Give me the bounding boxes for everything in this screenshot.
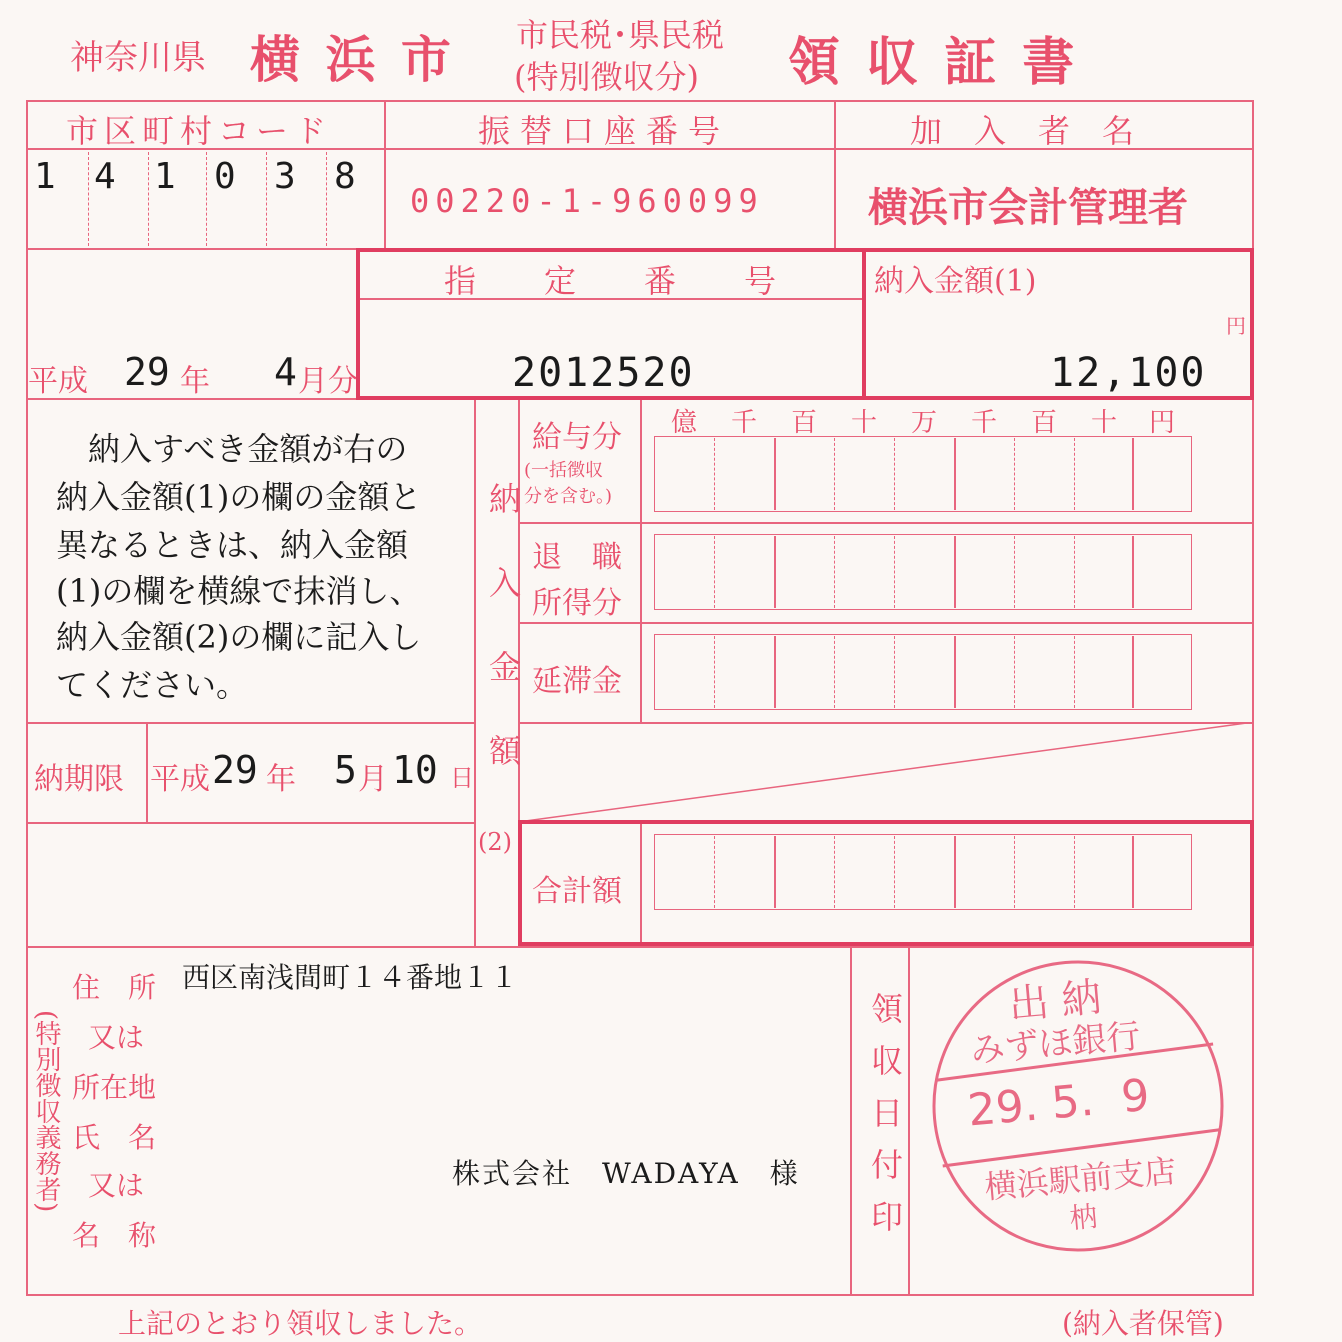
deadline-month: 5 [334, 748, 357, 792]
instruction-line: 納入金額(1)の欄の金額と [56, 478, 422, 516]
deadline-era: 平成 [150, 762, 210, 797]
muni-code-label: 市区町村コード [66, 112, 333, 150]
muni-code-digit: 8 [334, 156, 356, 197]
retirement-amount-field[interactable] [654, 534, 1192, 610]
subscriber-label: 加 入 者 名 [910, 112, 1135, 150]
salary-row-sublabel: (一括徴収 分を含む。) [524, 460, 613, 507]
payer-address: 西区南浅間町１４番地１１ [182, 961, 519, 994]
designated-number-label: 指 定 番 号 [444, 262, 795, 300]
digit-header: 万 [910, 408, 937, 438]
deadline-year: 29 [212, 748, 258, 792]
instruction-line: 納入すべき金額が右の [56, 430, 408, 468]
instruction-line: てください。 [56, 666, 249, 704]
muni-code-digit: 0 [214, 156, 236, 197]
total-label: 合計額 [532, 874, 622, 909]
subscriber-name: 横浜市会計管理者 [868, 184, 1188, 231]
period-month: 4 [274, 350, 297, 394]
digit-header: 十 [1090, 408, 1117, 438]
deadline-year-unit: 年 [266, 762, 296, 797]
digit-header: 千 [730, 408, 757, 438]
address-label-or: 又は [88, 1021, 145, 1054]
document-title: 領 収 証 書 [788, 32, 1079, 93]
instruction-line: 異なるときは、納入金額 [56, 526, 409, 564]
bank-receipt-stamp [918, 946, 1239, 1267]
period-month-unit: 月分 [298, 364, 358, 399]
digit-header: 円 [1148, 408, 1175, 438]
period-year-unit: 年 [180, 364, 210, 399]
name-label-title: 名 称 [72, 1219, 157, 1252]
transfer-account-number: 00220-1-960099 [410, 182, 764, 220]
name-label-or: 又は [88, 1169, 145, 1202]
payer-copy-note: (納入者保管) [1062, 1307, 1224, 1340]
late-fee-amount-field[interactable] [654, 634, 1192, 710]
stamp-branch: 横浜駅前支店 [983, 1151, 1178, 1207]
digit-header: 百 [790, 408, 817, 438]
instruction-line: 納入金額(2)の欄に記入し [56, 618, 422, 656]
muni-code-digit: 1 [34, 156, 56, 197]
salary-amount-field[interactable] [654, 436, 1192, 512]
transfer-account-label: 振替口座番号 [478, 112, 731, 150]
tax-type-line1: 市民税･県民税 [516, 16, 725, 54]
digit-header: 百 [1030, 408, 1057, 438]
payer-name: 株式会社 WADAYA 様 [452, 1157, 800, 1190]
period-year: 29 [124, 350, 170, 394]
payment-amount-2-side-label: 納入金額 [484, 482, 522, 818]
address-label-location: 所在地 [72, 1071, 157, 1104]
total-amount-box [518, 820, 1254, 946]
stamp-mark: 枘 [1068, 1199, 1100, 1236]
late-fee-row-label: 延滞金 [532, 664, 622, 699]
muni-code-digit: 3 [274, 156, 296, 197]
digit-header: 千 [970, 408, 997, 438]
deadline-day: 10 [392, 748, 438, 792]
payment-amount-1-value: 12,100 [1050, 350, 1207, 396]
muni-code-digit: 4 [94, 156, 116, 197]
deadline-day-unit: 日 [450, 764, 474, 792]
diagonal-strike [518, 722, 1254, 824]
salary-row-label: 給与分 [532, 420, 622, 455]
stamp-bank-name: みずほ銀行 [969, 1016, 1142, 1072]
received-statement: 上記のとおり領収しました。 [118, 1307, 483, 1340]
muni-code-digit: 1 [154, 156, 176, 197]
address-label: 住 所 [72, 971, 157, 1004]
name-label: 氏 名 [72, 1121, 157, 1154]
retirement-row-label: 退 職 [532, 540, 622, 575]
payment-amount-1-label: 納入金額(1) [874, 264, 1037, 299]
prefecture-label: 神奈川県 [70, 38, 206, 78]
payment-amount-2-side-suffix: (2) [478, 828, 512, 856]
stamp-date: 29. 5. 9 [965, 1069, 1152, 1137]
tax-type-line2: (特別徴収分) [514, 58, 699, 96]
city-label: 横 浜 市 [250, 30, 455, 89]
yen-unit-label: 円 [1226, 314, 1246, 338]
designated-number-value: 2012520 [512, 350, 695, 396]
period-era: 平成 [28, 364, 88, 399]
digit-header: 億 [670, 408, 697, 438]
deadline-label: 納期限 [34, 762, 124, 797]
digit-header: 十 [850, 408, 877, 438]
receipt-stamp-label: 領収日付印 [866, 992, 904, 1252]
deadline-month-unit: 月 [358, 762, 388, 797]
instruction-line: (1)の欄を横線で抹消し、 [56, 572, 422, 610]
withholding-agent-label: (特別徴収義務者) [31, 1010, 61, 1213]
stamp-top-text: 出 納 [1006, 974, 1104, 1029]
retirement-row-sublabel: 所得分 [532, 586, 622, 621]
